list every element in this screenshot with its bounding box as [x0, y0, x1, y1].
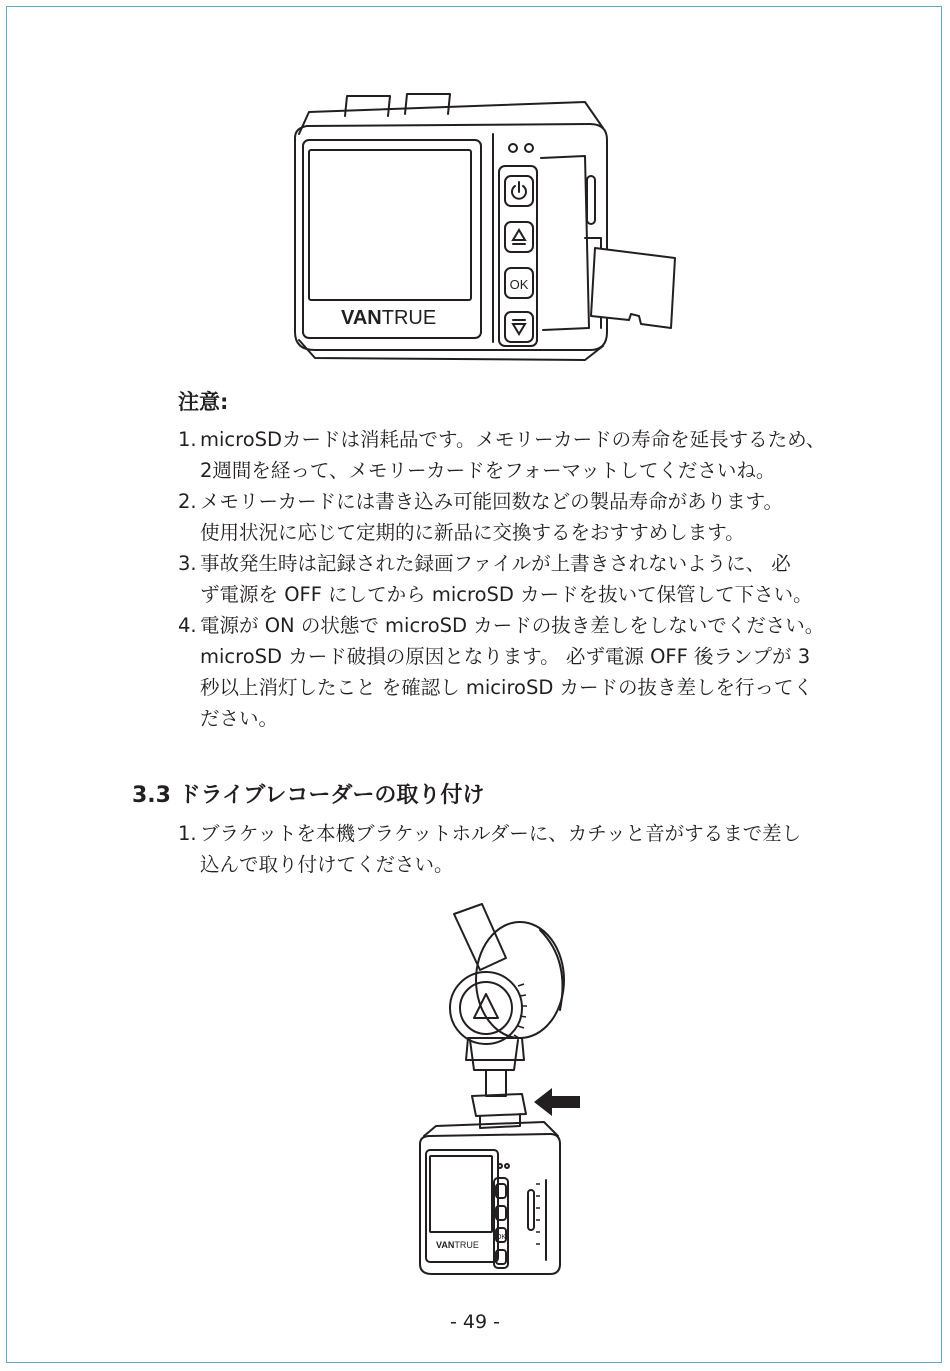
note-item-2 — [178, 486, 898, 548]
brand-logo: VANTRUE — [341, 307, 437, 329]
note-item-1 — [178, 424, 898, 486]
list-line: ださい。 — [200, 707, 279, 730]
list-line: メモリーカードには書き込み可能回数などの製品寿命があります。 — [200, 490, 784, 513]
list-line: 事故発生時は記録された録画ファイルが上書きされないように、 必 — [200, 552, 791, 575]
list-number: 4. — [178, 614, 197, 637]
list-number: 2. — [178, 490, 197, 513]
insert-arrow-icon — [534, 1088, 580, 1116]
list-number: 1. — [178, 428, 197, 451]
list-line: 込んで取り付けてください。 — [200, 853, 454, 876]
dashcam-microsd-illustration — [285, 88, 685, 368]
note-item-4 — [178, 610, 898, 734]
section-heading: 3.3 ドライブレコーダーの取り付け — [132, 783, 485, 808]
ok-button-label: OK — [509, 277, 529, 292]
brand-logo: VANTRUE — [436, 1240, 479, 1250]
list-number: 3. — [178, 552, 197, 575]
list-line: 2週間を経って、メモリーカードをフォーマットしてくださいね。 — [200, 459, 776, 482]
list-number: 1. — [178, 822, 197, 845]
list-line: 秒以上消灯したこと を確認し miciroSD カードの抜き差しを行ってく — [200, 676, 814, 699]
list-line: ブラケットを本機ブラケットホルダーに、カチッと音がするまで差し — [200, 822, 802, 845]
ok-button-label: OK — [495, 1234, 507, 1241]
note-item-3 — [178, 548, 898, 610]
list-line: ず電源を OFF にしてから microSD カードを抜いて保管して下さい。 — [200, 583, 813, 606]
bracket-mount-illustration — [410, 900, 600, 1290]
list-line: 電源が ON の状態で microSD カードの抜き差しをしないでください。 — [200, 614, 825, 637]
page-number: - 49 - — [450, 1311, 500, 1333]
note-heading: 注意: — [178, 390, 229, 414]
list-line: 使用状況に応じて定期的に新品に交換するをおすすめします。 — [200, 521, 745, 544]
list-line: microSDカードは消耗品です。メモリーカードの寿命を延長するため、 — [200, 428, 826, 451]
list-line: microSD カード破損の原因となります。 必ず電源 OFF 後ランプが 3 — [200, 645, 811, 668]
section-item-1 — [178, 818, 898, 880]
